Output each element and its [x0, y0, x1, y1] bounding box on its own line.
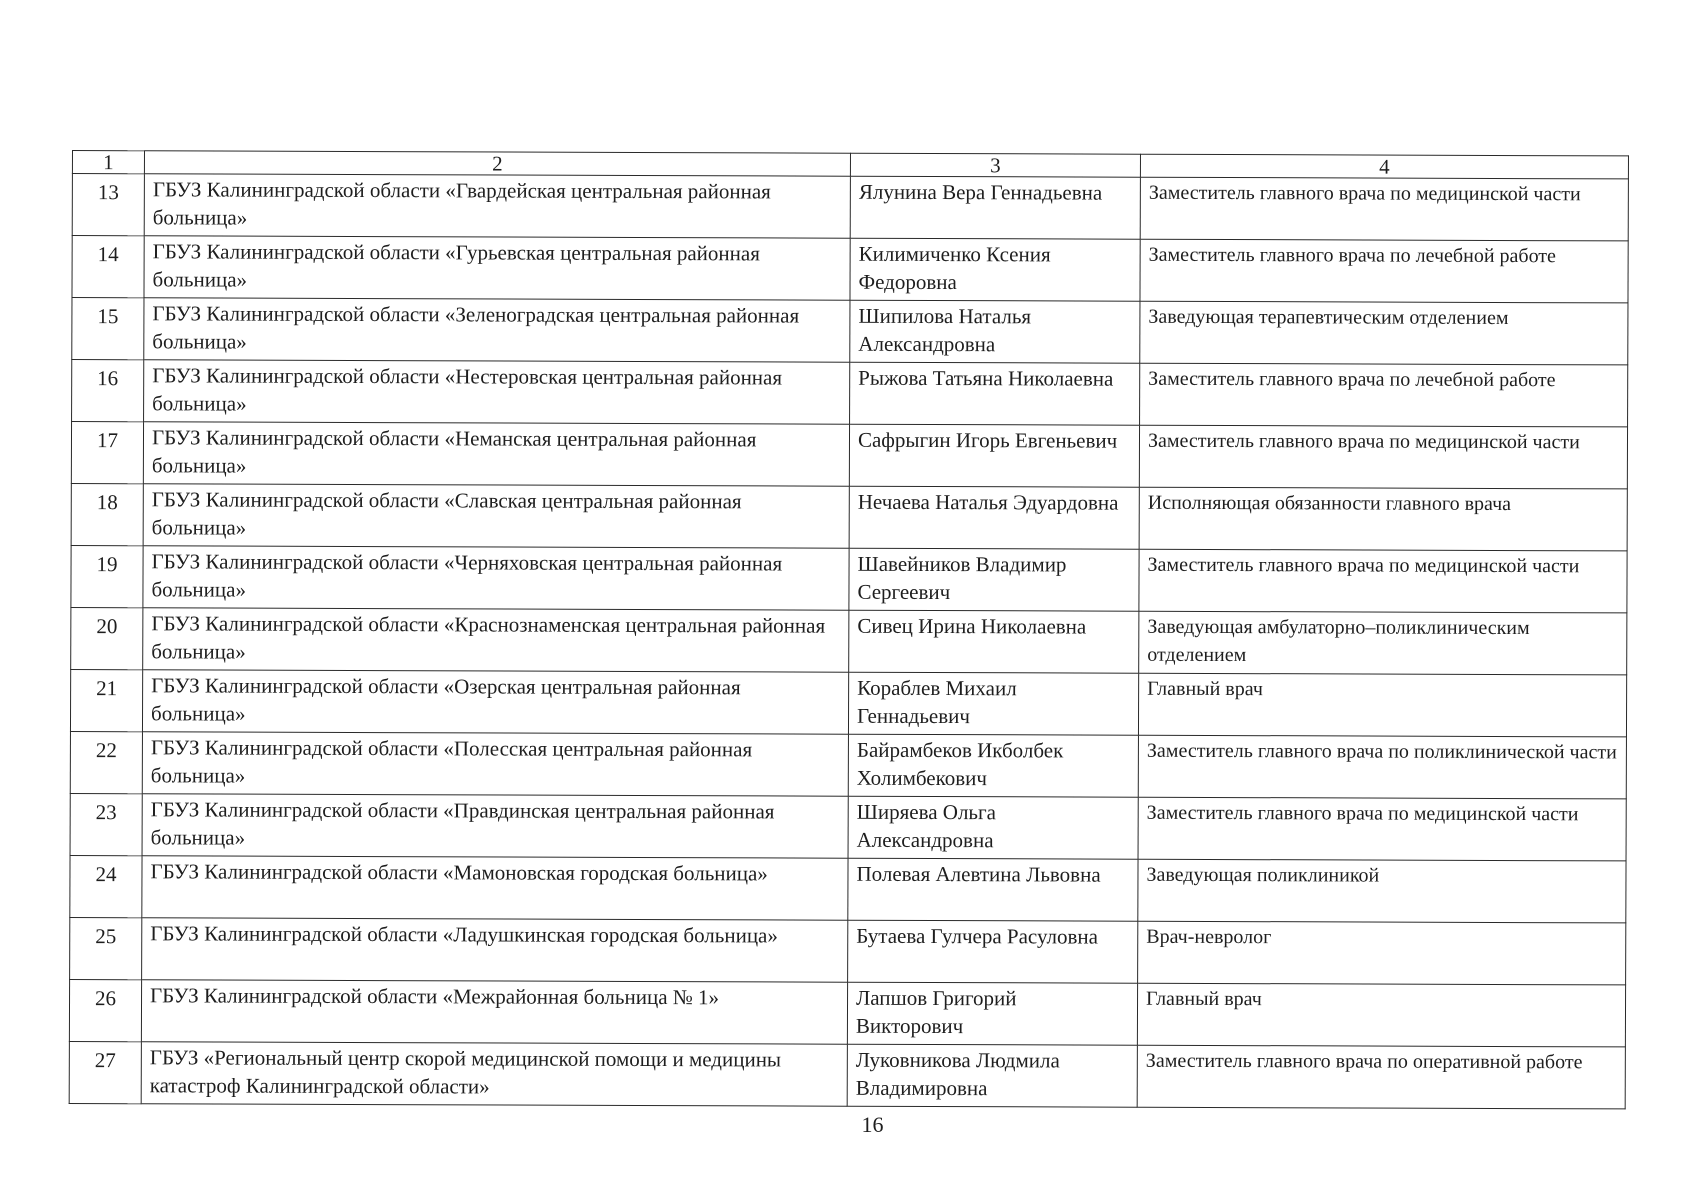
person-name-cell: Лапшов Григорий Викторович [847, 982, 1137, 1045]
table-row [72, 298, 1628, 365]
organization-cell: ГБУЗ Калининградской области «Зеленоградская центральная районная больница» [144, 298, 850, 362]
person-name-cell: Сафрыгин Игорь Евгеньевич [849, 424, 1139, 487]
position-cell: Заместитель главного врача по лечебной работе [1140, 363, 1628, 427]
person-name-cell: Ширяева Ольга Александровна [848, 796, 1138, 859]
row-number: 21 [70, 669, 142, 731]
position-cell: Главный врач [1137, 983, 1625, 1047]
row-number: 24 [70, 855, 142, 917]
position-cell: Исполняющая обязанности главного врача [1139, 487, 1627, 551]
row-number: 15 [72, 298, 144, 360]
person-name-cell: Ялунина Вера Геннадьевна [850, 176, 1140, 239]
organization-cell: ГБУЗ Калининградской области «Ладушкинская городская больница» [142, 918, 848, 982]
organization-cell: ГБУЗ Калининградской области «Краснознаменская центральная районная больница» [143, 608, 849, 672]
organization-cell: ГБУЗ Калининградской области «Нестеровская центральная районная больница» [144, 360, 850, 424]
header-col-1: 1 [72, 151, 144, 174]
page-number: 16 [861, 1112, 884, 1137]
row-number: 26 [69, 979, 141, 1041]
organization-cell: ГБУЗ Калининградской области «Межрайонная больница № 1» [141, 980, 847, 1044]
table-row [72, 236, 1628, 303]
organization-cell: ГБУЗ Калининградской области «Черняховская центральная районная больница» [143, 546, 849, 610]
organization-cell: ГБУЗ Калининградской области «Славская центральная районная больница» [143, 484, 849, 548]
header-col-4: 4 [1140, 154, 1628, 179]
header-col-2: 2 [144, 151, 850, 176]
position-cell: Заведующая терапевтическим отделением [1140, 301, 1628, 365]
table-row [69, 979, 1625, 1046]
organization-cell: ГБУЗ Калининградской области «Правдинская центральная районная больница» [142, 794, 848, 858]
row-number: 25 [70, 917, 142, 979]
organization-cell: ГБУЗ Калининградской области «Полесская центральная районная больница» [142, 732, 848, 796]
table-row [70, 917, 1626, 984]
person-name-cell: Бутаева Гулчера Расуловна [848, 920, 1138, 983]
row-number: 16 [72, 360, 144, 422]
organization-cell: ГБУЗ Калининградской области «Неманская центральная районная больница» [143, 422, 849, 486]
organization-cell: ГБУЗ Калининградской области «Озерская центральная районная больница» [142, 670, 848, 734]
row-number: 13 [72, 174, 144, 236]
position-cell: Заведующая амбулаторно–поликлиническим отделением [1139, 611, 1627, 675]
person-name-cell: Сивец Ирина Николаевна [849, 610, 1139, 673]
position-cell: Заместитель главного врача по медицинской части [1138, 797, 1626, 861]
person-name-cell: Байрамбеков Икболбек Холимбекович [848, 734, 1138, 797]
position-cell: Заместитель главного врача по медицинской части [1139, 549, 1627, 613]
position-cell: Главный врач [1138, 673, 1626, 737]
person-name-cell: Луковникова Людмила Владимировна [847, 1044, 1137, 1107]
position-cell: Заместитель главного врача по поликлинической части [1138, 735, 1626, 799]
table-body [69, 151, 1628, 1109]
person-name-cell: Рыжова Татьяна Николаевна [850, 362, 1140, 425]
person-name-cell: Полевая Алевтина Львовна [848, 858, 1138, 921]
position-cell: Заведующая поликлиникой [1138, 859, 1626, 923]
organization-cell: ГБУЗ «Региональный центр скорой медицинской помощи и медицины катастроф Калининградской области» [141, 1042, 847, 1106]
table-row [70, 793, 1626, 860]
position-cell: Заместитель главного врача по медицинской части [1139, 425, 1627, 489]
organization-cell: ГБУЗ Калининградской области «Мамоновская городская больница» [142, 856, 848, 920]
table-row [71, 607, 1627, 674]
position-cell: Заместитель главного врача по оперативной работе [1137, 1045, 1625, 1109]
row-number: 17 [71, 422, 143, 484]
table-row [69, 1041, 1625, 1108]
table-row [71, 483, 1627, 550]
row-number: 22 [70, 731, 142, 793]
staff-table [69, 150, 1629, 1109]
table-row [71, 422, 1627, 489]
table-row [71, 545, 1627, 612]
header-col-3: 3 [850, 153, 1140, 177]
row-number: 18 [71, 483, 143, 545]
row-number: 19 [71, 545, 143, 607]
row-number: 23 [70, 793, 142, 855]
organization-cell: ГБУЗ Калининградской области «Гурьевская центральная районная больница» [144, 236, 850, 300]
person-name-cell: Нечаева Наталья Эдуардовна [849, 486, 1139, 549]
person-name-cell: Кораблев Михаил Геннадьевич [848, 672, 1138, 735]
table-row [70, 855, 1626, 922]
position-cell: Врач-невролог [1138, 921, 1626, 985]
row-number: 27 [69, 1041, 141, 1103]
position-cell: Заместитель главного врача по медицинской части [1140, 177, 1628, 241]
table-row [72, 174, 1628, 241]
table-row [72, 360, 1628, 427]
person-name-cell: Шипилова Наталья Александровна [850, 300, 1140, 363]
person-name-cell: Килимиченко Ксения Федоровна [850, 238, 1140, 301]
table-row [70, 731, 1626, 798]
person-name-cell: Шавейников Владимир Сергеевич [849, 548, 1139, 611]
table-row [70, 669, 1626, 736]
organization-cell: ГБУЗ Калининградской области «Гвардейская центральная районная больница» [144, 174, 850, 238]
row-number: 14 [72, 236, 144, 298]
position-cell: Заместитель главного врача по лечебной работе [1140, 239, 1628, 303]
row-number: 20 [71, 607, 143, 669]
